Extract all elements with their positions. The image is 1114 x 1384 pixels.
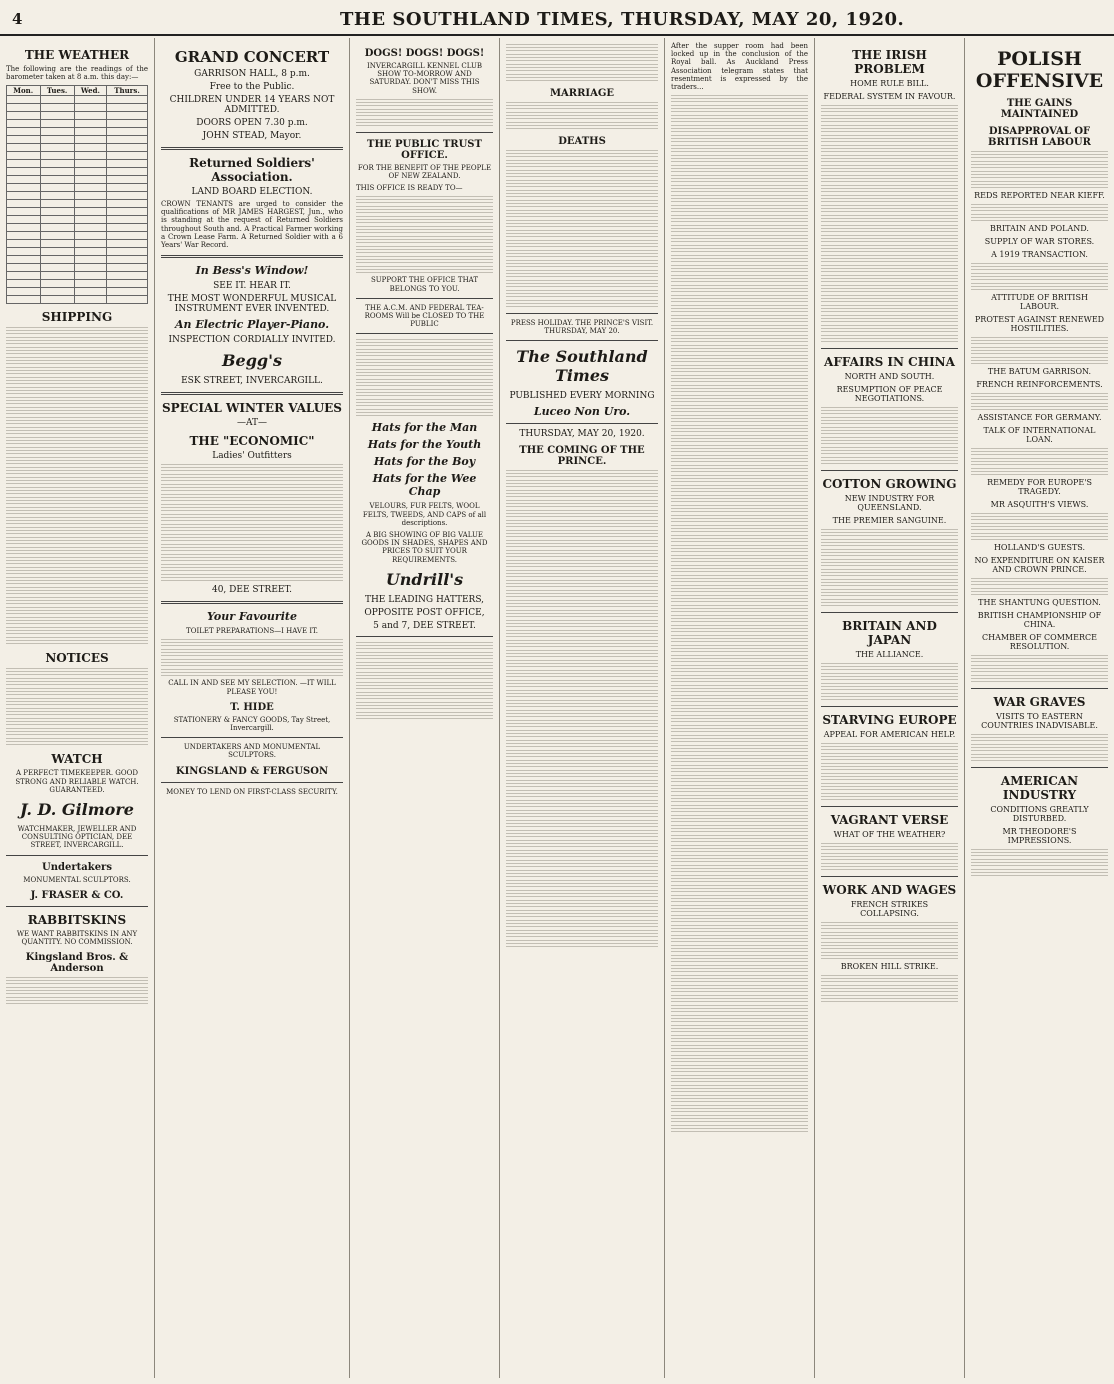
news-body: After the supper room had been locked up in the conclusion of the Royal ball. As Auckland Press Association telegram states that resentment is expressed by the traders... bbox=[671, 42, 808, 92]
page-number: 4 bbox=[12, 10, 23, 28]
hide-sub: STATIONERY & FANCY GOODS, Tay Street, Invercargill. bbox=[173, 715, 331, 733]
britain-japan-heading: BRITAIN AND JAPAN bbox=[842, 619, 937, 647]
weather-col-wed: Wed. bbox=[74, 86, 106, 96]
china-sub: NORTH AND SOUTH. bbox=[844, 372, 935, 381]
motto: Luceo Non Uro. bbox=[533, 405, 631, 419]
column-news bbox=[665, 38, 815, 1378]
britain-poland-sub: BRITAIN AND POLAND. bbox=[990, 224, 1089, 233]
appeal-sub: APPEAL FOR AMERICAN HELP. bbox=[823, 730, 956, 739]
undertakers-heading: Undertakers bbox=[42, 861, 112, 873]
chamber-sub: CHAMBER OF COMMERCE RESOLUTION. bbox=[982, 633, 1097, 651]
weather-col-tues: Tues. bbox=[40, 86, 74, 96]
concert-venue: GARRISON HALL, 8 p.m. bbox=[194, 69, 310, 79]
rsa-text: CROWN TENANTS are urged to consider the qualifications of MR JAMES HARGEST, Jun., who is standing at the request of Returned Soldiers throughout South and. A Practical Farmer working a Crown Lease Farm. A Returned Soldier with a 6 Years' War Record. bbox=[161, 200, 343, 250]
special-heading: SPECIAL WINTER VALUES bbox=[162, 401, 342, 416]
shantung-sub: THE SHANTUNG QUESTION. bbox=[978, 598, 1101, 607]
bess-most: THE MOST WONDERFUL MUSICAL INSTRUMENT EVER INVENTED. bbox=[167, 294, 337, 315]
french-reinforcements-sub: FRENCH REINFORCEMENTS. bbox=[976, 380, 1103, 389]
kingsland-anderson: Kingsland Bros. & Anderson bbox=[25, 952, 129, 975]
assistance-sub: ASSISTANCE FOR GERMANY. bbox=[977, 413, 1102, 422]
beggs-logo: Begg's bbox=[222, 351, 282, 371]
american-heading: AMERICAN INDUSTRY bbox=[1000, 774, 1079, 802]
weather-question: WHAT OF THE WEATHER? bbox=[833, 830, 946, 839]
concert-heading: GRAND CONCERT bbox=[174, 48, 330, 66]
transaction-sub: A 1919 TRANSACTION. bbox=[991, 250, 1088, 259]
vagrant-heading: VAGRANT VERSE bbox=[830, 813, 949, 827]
hats-boy: Hats for the Boy bbox=[373, 455, 476, 469]
concert-sign: JOHN STEAD, Mayor. bbox=[202, 131, 302, 141]
deaths-heading: DEATHS bbox=[558, 136, 606, 147]
column-cable-news bbox=[815, 38, 965, 1378]
asquith-sub: MR ASQUITH'S VIEWS. bbox=[990, 500, 1089, 509]
disapproval-heading: DISAPPROVAL OF BRITISH LABOUR bbox=[988, 126, 1091, 148]
economic-name: THE "ECONOMIC" bbox=[189, 434, 315, 449]
player-piano: An Electric Player-Piano. bbox=[174, 318, 330, 332]
column-notices bbox=[350, 38, 500, 1378]
concert-children: CHILDREN UNDER 14 YEARS NOT ADMITTED. bbox=[169, 95, 335, 115]
dogs-text: INVERCARGILL KENNEL CLUB SHOW TO-MORROW AND SATURDAY. DON'T MISS THIS SHOW. bbox=[366, 62, 483, 95]
cotton-sub2: THE PREMIER SANGUINE. bbox=[832, 516, 947, 525]
favourite-text: TOILET PREPARATIONS—I HAVE IT. bbox=[186, 627, 318, 636]
column-advertisements bbox=[155, 38, 350, 1378]
irish-sub: HOME RULE BILL. bbox=[850, 79, 929, 88]
hats-chap: Hats for the Wee Chap bbox=[372, 472, 477, 499]
trust-ready: THIS OFFICE IS READY TO— bbox=[356, 184, 463, 193]
trust-heading: THE PUBLIC TRUST OFFICE. bbox=[367, 138, 482, 161]
shipping-heading: SHIPPING bbox=[41, 310, 113, 325]
press-holiday: PRESS HOLIDAY. THE PRINCE'S VISIT. THURSDAY, MAY 20. bbox=[510, 319, 654, 336]
cotton-heading: COTTON GROWING bbox=[822, 477, 957, 491]
beggs-addr: ESK STREET, INVERCARGILL. bbox=[181, 376, 323, 387]
hats-showing: A BIG SHOWING OF BIG VALUE GOODS IN SHADES, SHAPES AND PRICES TO SUIT YOUR REQUIREMENTS. bbox=[361, 531, 488, 564]
marriage-heading: MARRIAGE bbox=[549, 88, 615, 99]
visits-sub: VISITS TO EASTERN COUNTRIES INADVISABLE. bbox=[981, 712, 1098, 730]
hats-text: VELOURS, FUR FELTS, WOOL FELTS, TWEEDS, AND CAPS of all descriptions. bbox=[362, 502, 487, 527]
concert-doors: DOORS OPEN 7.30 p.m. bbox=[196, 118, 308, 128]
editorial-date: THURSDAY, MAY 20, 1920. bbox=[519, 429, 645, 440]
concert-free: Free to the Public. bbox=[209, 82, 295, 92]
weather-col-thurs: Thurs. bbox=[107, 86, 148, 96]
conditions-sub: CONDITIONS GREATLY DISTURBED. bbox=[990, 805, 1089, 823]
bess-see: SEE IT. HEAR IT. bbox=[213, 281, 291, 292]
kingsland-ferguson: KINGSLAND & FERGUSON bbox=[175, 765, 329, 777]
economic-addr: 40, DEE STREET. bbox=[211, 585, 292, 596]
rsa-sub: LAND BOARD ELECTION. bbox=[191, 187, 313, 197]
outfitters: Ladies' Outfitters bbox=[212, 451, 292, 462]
hats-man: Hats for the Man bbox=[371, 421, 478, 435]
weather-table bbox=[6, 85, 148, 304]
polish-heading: POLISH OFFENSIVE bbox=[975, 48, 1104, 92]
alliance-sub: THE ALLIANCE. bbox=[855, 650, 924, 659]
money-text: MONEY TO LEND ON FIRST-CLASS SECURITY. bbox=[166, 787, 338, 796]
protest-sub: PROTEST AGAINST RENEWED HOSTILITIES. bbox=[974, 315, 1105, 333]
no-expenditure-sub: NO EXPENDITURE ON KAISER AND CROWN PRINCE. bbox=[974, 556, 1105, 574]
trust-support: SUPPORT THE OFFICE THAT BELONGS TO YOU. bbox=[370, 276, 479, 293]
gains-heading: THE GAINS MAINTAINED bbox=[1000, 98, 1079, 120]
weather-col-mon: Mon. bbox=[7, 86, 41, 96]
dogs-heading: DOGS! DOGS! DOGS! bbox=[364, 48, 485, 59]
irish-sub2: FEDERAL SYSTEM IN FAVOUR. bbox=[823, 92, 956, 101]
attitude-sub: ATTITUDE OF BRITISH LABOUR. bbox=[991, 293, 1088, 311]
impressions-sub: MR THEODORE'S IMPRESSIONS. bbox=[1002, 827, 1077, 845]
at-label: —AT— bbox=[236, 418, 267, 429]
newspaper-title-date: THE SOUTHLAND TIMES, THURSDAY, MAY 20, 1920. bbox=[340, 9, 905, 30]
column-editorial bbox=[500, 38, 665, 1378]
cotton-sub: NEW INDUSTRY FOR QUEENSLAND. bbox=[844, 494, 935, 512]
undertakers2: UNDERTAKERS AND MONUMENTAL SCULPTORS. bbox=[183, 743, 321, 760]
fraser-name: J. FRASER & CO. bbox=[30, 889, 124, 901]
watch-heading: WATCH bbox=[51, 752, 103, 767]
supply-sub: SUPPLY OF WAR STORES. bbox=[984, 237, 1095, 246]
holland-sub: HOLLAND'S GUESTS. bbox=[993, 543, 1086, 552]
china-heading: AFFAIRS IN CHINA bbox=[824, 355, 955, 369]
masthead bbox=[0, 0, 1114, 36]
work-wages-heading: WORK AND WAGES bbox=[822, 883, 957, 897]
reds-sub: REDS REPORTED NEAR KIEFF. bbox=[974, 191, 1105, 200]
bess-heading: In Bess's Window! bbox=[195, 264, 309, 278]
irish-heading: THE IRISH PROBLEM bbox=[852, 48, 927, 76]
opposite-po: OPPOSITE POST OFFICE, bbox=[364, 607, 485, 618]
leading-hatters: THE LEADING HATTERS, bbox=[364, 594, 485, 605]
hide-name: T. HIDE bbox=[230, 701, 274, 713]
column-war-news bbox=[965, 38, 1114, 1378]
notices-heading: NOTICES bbox=[45, 651, 109, 666]
strikes-sub: FRENCH STRIKES COLLAPSING. bbox=[850, 900, 929, 918]
war-graves-heading: WAR GRAVES bbox=[993, 695, 1086, 709]
editorial-heading: THE COMING OF THE PRINCE. bbox=[519, 445, 645, 468]
southland-times-logo: The Southland Times bbox=[516, 347, 648, 386]
undertakers-sub: MONUMENTAL SCULPTORS. bbox=[23, 875, 131, 884]
published-line: PUBLISHED EVERY MORNING bbox=[509, 391, 655, 402]
china-sub2: RESUMPTION OF PEACE NEGOTIATIONS. bbox=[836, 385, 943, 403]
call-text: CALL IN AND SEE MY SELECTION. —IT WILL PLEASE YOU! bbox=[168, 679, 336, 696]
starving-heading: STARVING EUROPE bbox=[822, 713, 957, 727]
gilmore-sub: WATCHMAKER, JEWELLER AND CONSULTING OPTICIAN, DEE STREET, INVERCARGILL. bbox=[17, 825, 137, 850]
acm-text: THE A.C.M. AND FEDERAL TEA-ROOMS Will be CLOSED TO THE PUBLIC bbox=[364, 303, 485, 329]
weather-heading: THE WEATHER bbox=[24, 48, 130, 62]
rabbitskins-heading: RABBITSKINS bbox=[27, 912, 127, 927]
inspection: INSPECTION CORDIALLY INVITED. bbox=[168, 335, 336, 346]
watch-text: A PERFECT TIMEKEEPER. GOOD STRONG AND RELIABLE WATCH. GUARANTEED. bbox=[15, 769, 139, 794]
gilmore-logo: J. D. Gilmore bbox=[20, 800, 134, 820]
rabbitskins-text: WE WANT RABBITSKINS IN ANY QUANTITY. NO COMMISSION. bbox=[16, 929, 138, 947]
column-weather-shipping bbox=[0, 38, 155, 1378]
remedy-sub: REMEDY FOR EUROPE'S TRAGEDY. bbox=[987, 478, 1092, 496]
broken-hill-sub: BROKEN HILL STRIKE. bbox=[840, 962, 939, 971]
dee-street: 5 and 7, DEE STREET. bbox=[373, 620, 476, 631]
undrills-logo: Undrill's bbox=[385, 569, 464, 589]
talk-sub: TALK OF INTERNATIONAL LOAN. bbox=[983, 426, 1096, 444]
rsa-heading: Returned Soldiers' Association. bbox=[189, 156, 315, 184]
batum-sub: THE BATUM GARRISON. bbox=[987, 367, 1092, 376]
championship-sub: BRITISH CHAMPIONSHIP OF CHINA. bbox=[977, 611, 1102, 629]
hats-youth: Hats for the Youth bbox=[367, 438, 482, 452]
trust-sub: FOR THE BENEFIT OF THE PEOPLE OF NEW ZEALAND. bbox=[357, 163, 492, 181]
weather-intro: The following are the readings of the barometer taken at 8 a.m. this day:— bbox=[6, 65, 148, 82]
favourite-heading: Your Favourite bbox=[207, 610, 297, 624]
